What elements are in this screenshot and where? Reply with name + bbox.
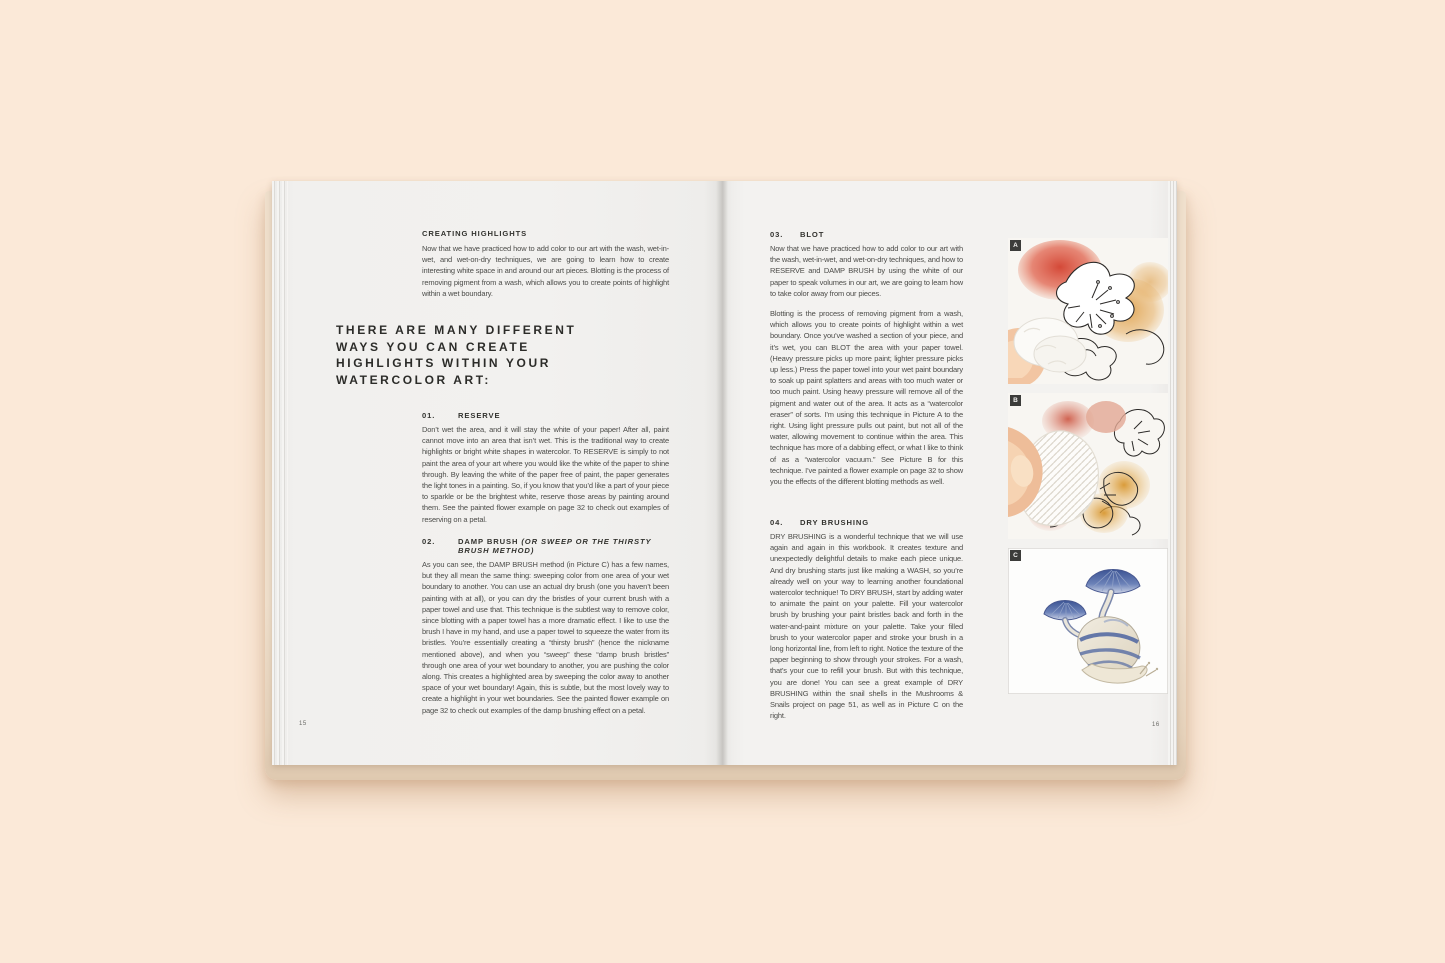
section-body xyxy=(770,531,963,721)
figure-b-press-photo xyxy=(1008,393,1168,539)
section-body: Don’t wet the area, and it will stay the white of your paper! After all, paint cannot move into an area that isn’t wet. This is the traditional way to create highlights or bright white shapes in watercolor. To RESERVE is simply to not paint the area of your art where you would like the white of the paper to shine through. By leaving the white of the paper free of paint, the paper generates the light tones in a painting. So, if you know that you’d like a part of your piece to sparkle or be the brightest white, reserve those areas by painting around them. See the painted flower example on page 32 to check out examples of reserving on a petal. xyxy=(422,425,669,524)
display-heading xyxy=(336,322,636,388)
figure-c-mushroom-snail-painting xyxy=(1008,548,1168,694)
page-number-left: 15 xyxy=(299,721,307,727)
display-heading-line: WAYS YOU CAN CREATE xyxy=(336,339,530,354)
page-number-right: 16 xyxy=(1152,722,1160,728)
section-heading xyxy=(422,537,669,555)
section-dry-brushing xyxy=(770,518,963,721)
left-page xyxy=(272,181,722,765)
section-title: BLOT xyxy=(800,230,825,239)
section-body xyxy=(770,243,963,487)
section-heading xyxy=(770,518,963,527)
section-number: 01. xyxy=(422,411,436,420)
paragraph: Blotting is the process of removing pigment from a wash, which allows you to create points of highlight within a wet boundary. Once you’ve washed a section of your piece, and it’s wet, you can BLOT the area with your paper towel. (Heavy pressure picks up more paint; lighter pressure picks up less.) Press the paper towel into your wet paint boundary to soak up paint splatters and areas with too much water or too much paint. Using heavy pressure will remove all of the pigment and water out of the area. It acts as a “watercolor eraser” of sorts. I’m using this technique in Picture A to the right. Using light pressure pulls out paint, but not all of the water, allowing movement to continue within the area. This technique has more of a dabbing effect, or what I like to think of as a “watercolor vacuum.” See Picture B for this technique. I’ve painted a flower example on page 32 to show you the effects of the different blotting methods as well. xyxy=(770,309,963,487)
figure-b-label: B xyxy=(1010,395,1021,406)
section-eyebrow: CREATING HIGHLIGHTS xyxy=(422,229,528,238)
figure-c-label: C xyxy=(1010,550,1021,561)
figure-a-label: A xyxy=(1010,240,1021,251)
display-heading-line: THERE ARE MANY DIFFERENT xyxy=(336,323,577,337)
section-damp-brush xyxy=(422,537,669,716)
figure-a-blot-photo xyxy=(1008,238,1168,384)
section-number: 04. xyxy=(770,518,784,527)
figure-c-illustration xyxy=(1008,548,1168,694)
section-body: As you can see, the DAMP BRUSH method (in Picture C) has a few names, but they all mean the same thing: sweeping color from one area of your wet boundary to another. You can use an actual dry brush (one you haven’t been painting with at all), or you can dry the bristles of your current brush with a paper towel and use that. This technique is the subtlest way to remove color, since blotting with a paper towel has a more dramatic effect. I like to use the brush I have in my hand, and use a paper towel to squeeze the water from its bristles. You’re essentially creating a “thirsty brush” (hence the nickname mentioned above), and when you “sweep” these “damp brush bristles” through one area of your wet boundary to another, you are pushing the color along. This creates a highlighted area by sweeping the color away to another space of your wet boundary! Again, this is subtle, but the most lovely way to create a highlight in your wet boundaries. See the painted flower example on page 32 to check out examples of the damp brushing effect on a petal. xyxy=(422,560,669,715)
paragraph: Now that we have practiced how to add color to our art with the wash, wet-in-wet, and wet-on-dry techniques, and how to RESERVE and DAMP BRUSH by using the white of our paper to speak volumes in our art, we are going to learn how to take color away from our pieces. xyxy=(770,244,963,298)
section-title-alt-names: (OR SWEEP OR THE THIRSTY BRUSH METHOD) xyxy=(458,537,652,555)
section-number: 02. xyxy=(422,537,436,546)
right-page xyxy=(722,181,1177,765)
section-heading xyxy=(770,230,963,239)
intro-paragraph: Now that we have practiced how to add color to our art with the wash, wet-in-wet, and wet-on-dry techniques, we are going to learn how to create interesting white space in and around our art pieces. Blotting is the process of removing pigment from a wash, which allows you to create points of highlight within a wet boundary. xyxy=(422,244,669,298)
section-reserve xyxy=(422,411,669,525)
section-title: RESERVE xyxy=(458,411,501,420)
section-title-main: DAMP BRUSH xyxy=(458,537,522,546)
section-title xyxy=(458,537,669,555)
figure-b-illustration xyxy=(1008,393,1168,539)
open-book xyxy=(272,181,1177,765)
section-heading xyxy=(422,411,669,420)
figure-a-illustration xyxy=(1008,238,1168,384)
figure-column xyxy=(1008,238,1168,703)
section-title: DRY BRUSHING xyxy=(800,518,870,527)
display-heading-line: HIGHLIGHTS WITHIN YOUR xyxy=(336,356,551,371)
section-blot xyxy=(770,230,963,487)
display-heading-line: WATERCOLOR ART: xyxy=(336,372,491,387)
paragraph: DRY BRUSHING is a wonderful technique that we will use again and again in this workbook. It creates texture and unexpectedly delightful details to make each piece unique. And dry brushing starts just like making a WASH, so you’re already well on your way to learning another foundational watercolor technique! To DRY BRUSH, start by adding water to animate the paint on your palette. Fill your watercolor brush by brushing your paint bristles back and forth in the water-and-paint mixture on your palette. Take your filled brush to your watercolor paper and stroke your brush in a long horizontal line, from left to right. Notice the texture of the paper beginning to show through your strokes. For a wash, that’s your cue to refill your brush. But with this technique, you are done! You can see a great example of DRY BRUSHING within the snail shells in the Mushrooms & Snails project on page 51, as well as in Picture C on the right. xyxy=(770,532,963,721)
section-number: 03. xyxy=(770,230,784,239)
book-spine xyxy=(716,181,728,765)
